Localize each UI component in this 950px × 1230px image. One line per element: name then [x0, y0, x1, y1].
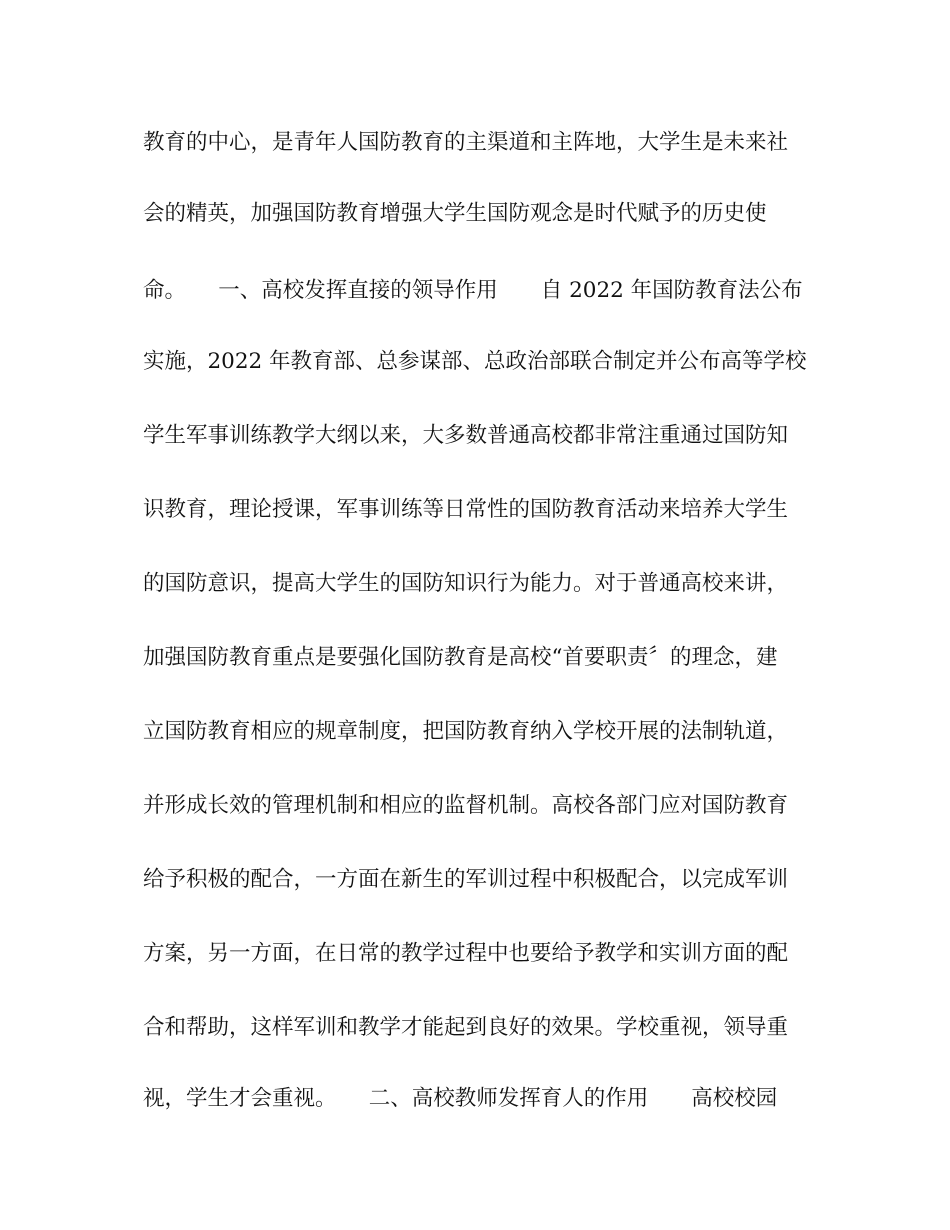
text-line-6: 识教育，理论授课，军事训练等日常性的国防教育活动来培养大学生	[143, 497, 789, 522]
text-line-1: 教育的中心，是青年人国防教育的主渠道和主阵地，大学生是未来社	[143, 130, 789, 155]
text-line-11: 给予积极的配合，一方面在新生的军训过程中积极配合，以完成军训	[143, 867, 789, 892]
text-line-7: 的国防意识，提高大学生的国防知识行为能力。对于普通高校来讲，	[143, 571, 789, 596]
text-line-4: 实施，2022 年教育部、总参谋部、总政治部联合制定并公布高等学校	[143, 349, 807, 374]
text-line-3: 命。 一、高校发挥直接的领导作用 自 2022 年国防教育法公布	[143, 278, 803, 303]
text-line-8: 加强国防教育重点是要强化国防教育是高校“首要职责〞的理念，建	[143, 645, 778, 670]
text-line-5: 学生军事训练教学大纲以来，大多数普通高校都非常注重通过国防知	[143, 423, 789, 448]
text-line-2: 会的精英，加强国防教育增强大学生国防观念是时代赋予的历史使	[143, 201, 767, 226]
text-line-13: 合和帮助，这样军训和教学才能起到良好的效果。学校重视，领导重	[143, 1015, 789, 1040]
text-line-10: 并形成长效的管理机制和相应的监督机制。高校各部门应对国防教育	[143, 793, 789, 818]
text-line-9: 立国防教育相应的规章制度，把国防教育纳入学校开展的法制轨道，	[143, 719, 789, 744]
text-line-14: 视，学生才会重视。 二、高校教师发挥育人的作用 高校校园	[143, 1086, 778, 1111]
text-line-12: 方案，另一方面，在日常的教学过程中也要给予教学和实训方面的配	[143, 941, 789, 966]
